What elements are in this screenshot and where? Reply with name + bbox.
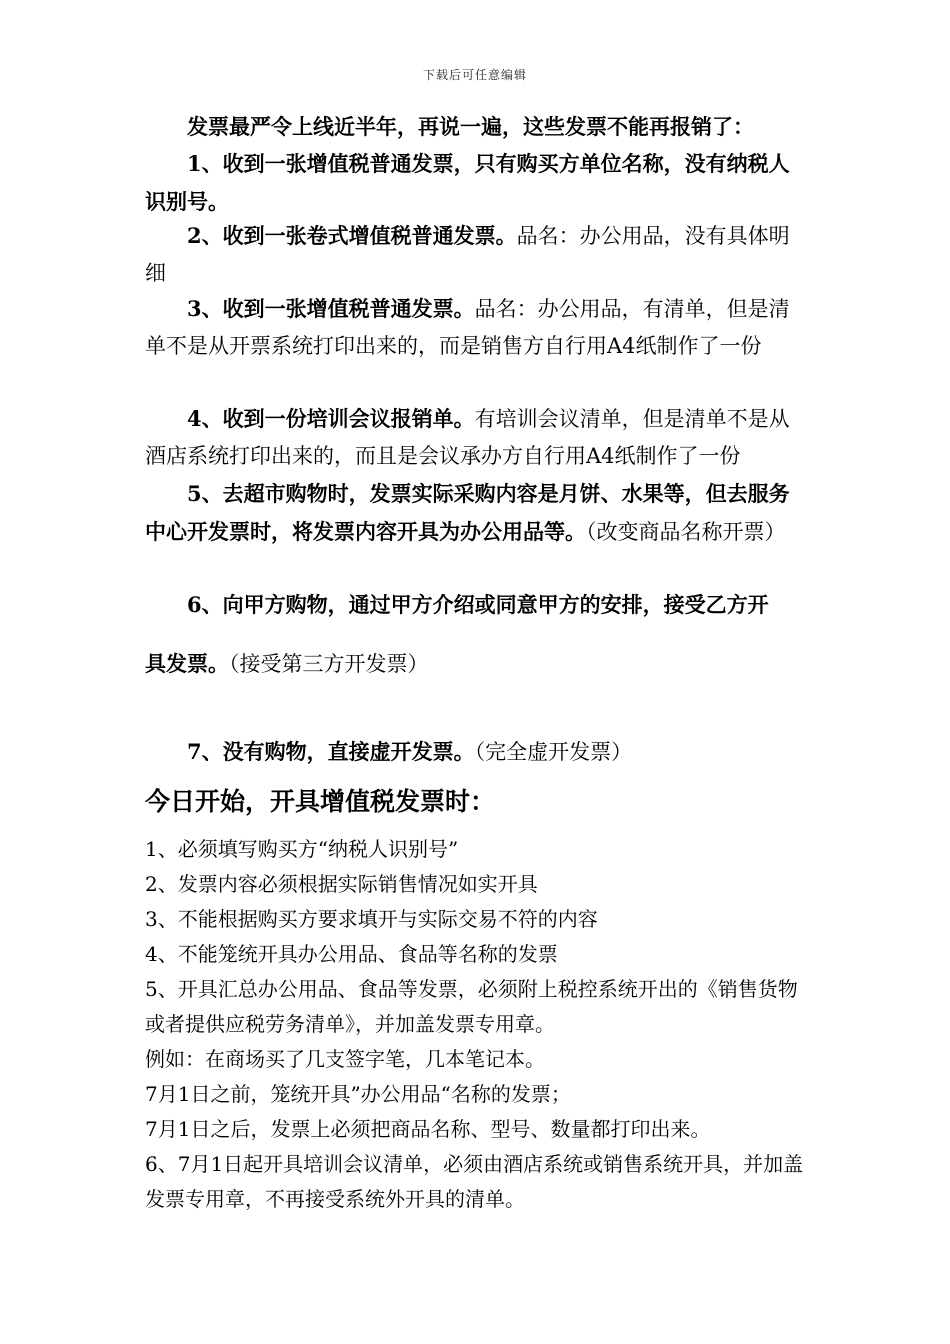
rule-item: 6、7月1日起开具培训会议清单，必须由酒店系统或销售系统开具，并加盖发票专用章，不再接受系统外开具的清单。 xyxy=(145,1152,804,1211)
item-3-normal: 品名：办公用品，有清单，但是清单不是从开票系统打印出来的，而是销售方自行用A4纸制作了一份 xyxy=(145,297,790,358)
item-2-bold: 2、收到一张卷式增值税普通发票。 xyxy=(187,223,517,248)
section-title: 今日开始，开具增值税发票时： xyxy=(145,787,496,816)
rule-item: 4、不能笼统开具办公用品、食品等名称的发票 xyxy=(145,942,558,966)
item-4-normal: 有培训会议清单，但是清单不是从酒店系统打印出来的，而且是会议承办方自行用A4纸制作了一份 xyxy=(145,407,790,468)
item-6-continued xyxy=(145,645,805,683)
item-7-normal: （完全虚开发票） xyxy=(474,740,633,764)
item-6-cont-bold: 具发票。 xyxy=(145,651,229,676)
item-2-normal: 品名：办公用品，没有具体明细 xyxy=(145,224,790,285)
rule-item: 7月1日之后，发票上必须把商品名称、型号、数量都打印出来。 xyxy=(145,1117,711,1141)
item-5-bold: 5、去超市购物时，发票实际采购内容是月饼、水果等，但去服务中心开发票时，将发票内容开具为办公用品等。 xyxy=(145,481,790,544)
item-2 xyxy=(145,217,805,292)
rules-list xyxy=(145,832,810,1217)
rule-item: 3、不能根据购买方要求填开与实际交易不符的内容 xyxy=(145,907,598,931)
item-5 xyxy=(145,475,805,551)
rule-item: 1、必须填写购买方“纳税人识别号” xyxy=(145,837,459,861)
rule-item: 例如：在商场买了几支签字笔，几本笔记本。 xyxy=(145,1047,545,1071)
intro-title: 发票最严令上线近半年，再说一遍，这些发票不能再报销了： xyxy=(187,114,754,139)
rule-item: 7月1日之前，笼统开具”办公用品“名称的发票； xyxy=(145,1082,571,1106)
item-4 xyxy=(145,400,805,475)
item-3-bold: 3、收到一张增值税普通发票。 xyxy=(187,296,475,321)
item-1 xyxy=(145,145,805,221)
item-6-cont-normal: （接受第三方开发票） xyxy=(229,652,429,676)
item-7 xyxy=(145,733,805,771)
rule-item: 5、开具汇总办公用品、食品等发票，必须附上税控系统开出的《销售货物或者提供应税劳务清单》，并加盖发票专用章。 xyxy=(145,977,798,1036)
item-4-bold: 4、收到一份培训会议报销单。 xyxy=(187,406,475,431)
item-6-bold: 6、向甲方购物，通过甲方介绍或同意甲方的安排，接受乙方开 xyxy=(187,592,769,617)
rule-item: 2、发票内容必须根据实际销售情况如实开具 xyxy=(145,872,538,896)
item-1-bold: 1、收到一张增值税普通发票，只有购买方单位名称，没有纳税人识别号。 xyxy=(145,151,790,214)
item-7-bold: 7、没有购物，直接虚开发票。 xyxy=(187,739,475,764)
item-3 xyxy=(145,290,805,365)
item-5-normal: （改变商品名称开票） xyxy=(586,520,786,544)
item-6 xyxy=(145,586,805,624)
header-note: 下载后可任意编辑 xyxy=(422,68,527,82)
